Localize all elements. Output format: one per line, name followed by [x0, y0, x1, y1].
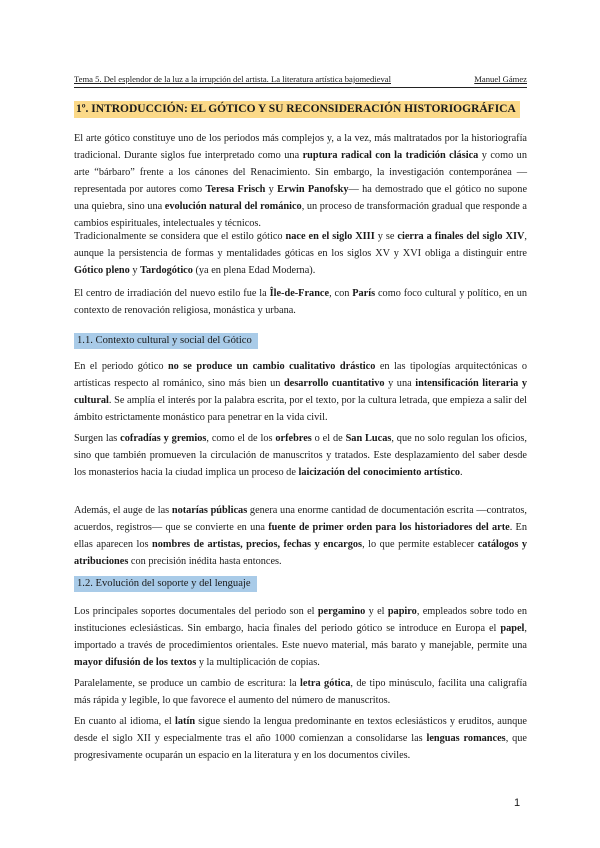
bold-term: mayor difusión de los textos [74, 657, 197, 668]
header-author: Manuel Gámez [474, 74, 527, 84]
bold-term: nombres de artistas, precios, fechas y encargos [152, 539, 363, 550]
paragraph: En cuanto al idioma, el latín sigue siendo la lengua predominante en textos eclesiásticos y eruditos, aunque desde el siglo XII y especialmente tras el año 1000 comienzan a consolidarse las lenguas romances, que progresivamente ocuparán un espacio en la literatura y en los documentos civiles. [74, 716, 527, 761]
bold-term: ruptura radical con la tradición clásica [302, 150, 479, 161]
paragraph: Tradicionalmente se considera que el estilo gótico nace en el siglo XIII y se cierra a finales del siglo XIV, aunque la persistencia de formas y mentalidades góticas en los siglos XV y XVI obliga a distinguir entre Gótico pleno y Tardogótico (ya en plena Edad Moderna). [74, 231, 527, 276]
bold-term: desarrollo cuantitativo [283, 378, 385, 389]
bold-term: notarías públicas [171, 505, 248, 516]
paragraph: Surgen las cofradías y gremios, como el de los orfebres o el de San Lucas, que no solo regulan los oficios, sino que también promueven la circulación de manuscritos y tratados. Este desplazamiento del saber desde los monasterios hacia la ciudad implica un proceso de laicización del conocimiento artístico. [74, 433, 527, 478]
bold-term: Erwin Panofsky [277, 184, 349, 195]
bold-term: fuente de primer orden para los historiadores del arte [268, 522, 510, 533]
paragraph: Además, el auge de las notarías públicas genera una enorme cantidad de documentación escrita —contratos, acuerdos, registros— que se convierte en una fuente de primer orden para los historiadores del arte. En ellas aparecen los nombres de artistas, precios, fechas y encargos, lo que permite establecer catálogos y atribuciones con precisión inédita hasta entonces. [74, 505, 527, 567]
bold-term: pergamino [317, 606, 366, 617]
paragraph: Los principales soportes documentales del periodo son el pergamino y el papiro, empleados sobre todo en instituciones eclesiásticas. Sin embargo, hacia finales del periodo gótico se introduce en Europa el papel, importado a través de procedimientos orientales. Este nuevo material, más barato y manejable, permite una mayor difusión de los textos y la multiplicación de copias. [74, 606, 527, 668]
bold-term: San Lucas [345, 433, 392, 444]
bold-term: cierra a finales del siglo XIV [397, 231, 525, 242]
bold-term: catálogos y atribuciones [74, 539, 527, 567]
paragraph: El centro de irradiación del nuevo estilo fue la Île-de-France, con París como foco cultural y político, en un contexto de renovación religiosa, monástica y urbana. [74, 288, 527, 316]
subsection-heading: 1.1. Contexto cultural y social del Gótico [74, 333, 258, 349]
paragraph: En el periodo gótico no se produce un cambio cualitativo drástico en las tipologías arquitectónicas o artísticas respecto al románico, sino más bien un desarrollo cuantitativo y una intensificación literaria y cultural. Se amplía el interés por la palabra escrita, por el texto, por la cultura letrada, que empieza a salir del ámbito estrictamente monástico para penetrar en la vida civil. [74, 361, 527, 423]
bold-term: cofradías y gremios [120, 433, 207, 444]
bold-term: latín [175, 716, 196, 727]
bold-term: intensificación literaria y cultural [74, 378, 527, 406]
bold-term: Île-de-France [269, 288, 330, 299]
bold-term: letra gótica [300, 678, 351, 689]
bold-term: papel [500, 623, 525, 634]
bold-term: no se produce un cambio cualitativo drástico [167, 361, 376, 372]
bold-term: Gótico pleno [74, 265, 130, 276]
subsection-heading: 1.2. Evolución del soporte y del lenguaje [74, 576, 257, 592]
page-number: 1 [514, 797, 521, 809]
section-title: 1º. INTRODUCCIÓN: EL GÓTICO Y SU RECONSIDERACIÓN HISTORIOGRÁFICA [74, 101, 520, 118]
paragraph: Paralelamente, se produce un cambio de escritura: la letra gótica, de tipo minúsculo, facilita una caligrafía más rápida y legible, lo que favorece el aumento del número de manuscritos. [74, 678, 527, 706]
bold-term: París [352, 288, 376, 299]
bold-term: nace en el siglo XIII [285, 231, 375, 242]
bold-term: lenguas romances [426, 733, 506, 744]
bold-term: Teresa Frisch [205, 184, 266, 195]
page-header [74, 73, 527, 88]
paragraph: El arte gótico constituye uno de los periodos más complejos y, a la vez, más maltratados por la historiografía tradicional. Durante siglos fue interpretado como una ruptura radical con la tradición clásica y como un arte “bárbaro” frente a los cánones del Renacimiento. Sin embargo, la investigación contemporánea —representada por autores como Teresa Frisch y Erwin Panofsky— ha demostrado que el gótico no supone una quiebra, sino una evolución natural del románico, un proceso de transformación gradual que responde a cambios espirituales, intelectuales y técnicos. [74, 133, 528, 229]
bold-term: orfebres [275, 433, 312, 444]
header-title: Tema 5. Del esplendor de la luz a la irrupción del artista. La literatura artística bajomedieval [74, 74, 391, 84]
bold-term: evolución natural del románico [164, 201, 302, 212]
bold-term: laicización del conocimiento artístico [298, 467, 461, 478]
bold-term: papiro [387, 606, 417, 617]
bold-term: Tardogótico [140, 265, 193, 276]
